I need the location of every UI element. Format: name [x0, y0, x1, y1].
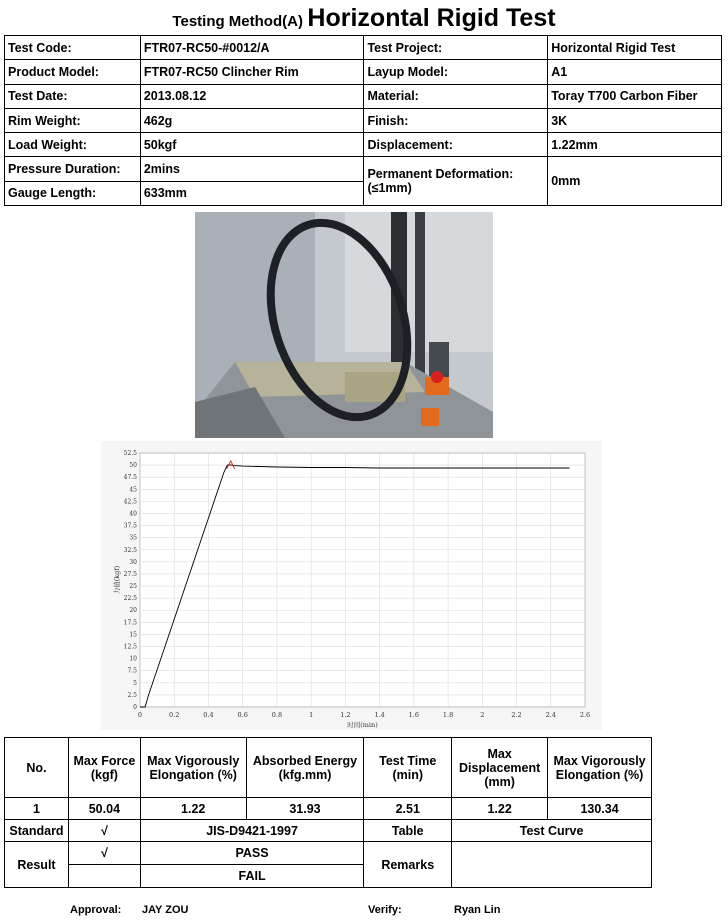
header-test-time: Test Time (min): [364, 738, 452, 798]
info-value: FTR07-RC50-#0012/A: [140, 36, 364, 60]
test-rig-photo: [195, 212, 493, 438]
info-value: 0mm: [548, 157, 722, 206]
x-tick-label: 1.4: [374, 711, 385, 719]
y-tick-label: 45: [129, 486, 137, 494]
y-tick-label: 5: [133, 679, 137, 687]
y-tick-label: 12.5: [123, 643, 137, 651]
y-axis-label: 力值(kgf): [113, 565, 121, 595]
y-tick-label: 50: [129, 462, 137, 470]
header-max-displacement: Max Displacement (mm): [452, 738, 548, 798]
signature-footer: [0, 904, 728, 918]
plot-area: [140, 453, 585, 707]
cell-test-time: 2.51: [364, 798, 452, 820]
info-label: Test Project:: [364, 36, 548, 60]
test-info-table: [4, 35, 722, 206]
cell-absorbed-energy: 31.93: [246, 798, 364, 820]
cell-max-elongation-2: 130.34: [548, 798, 652, 820]
cell-no: 1: [5, 798, 69, 820]
table-value: Test Curve: [452, 820, 652, 842]
info-row: [5, 133, 722, 157]
standard-label: Standard: [5, 820, 69, 842]
cell-max-force: 50.04: [68, 798, 140, 820]
info-value: Horizontal Rigid Test: [548, 36, 722, 60]
remarks-value: [452, 842, 652, 888]
info-row: [5, 60, 722, 84]
info-value: A1: [548, 60, 722, 84]
x-tick-label: 0.8: [271, 711, 283, 719]
x-tick-label: 1.6: [408, 711, 420, 719]
results-table: [4, 737, 652, 888]
y-tick-label: 47.5: [123, 474, 137, 482]
info-value: 462g: [140, 108, 364, 132]
x-tick-label: 0.2: [169, 711, 180, 719]
cell-max-displacement: 1.22: [452, 798, 548, 820]
header-max-elongation-2: Max Vigorously Elongation (%): [548, 738, 652, 798]
x-tick-label: 0: [137, 711, 143, 719]
y-tick-label: 30: [129, 558, 137, 566]
y-tick-label: 27.5: [123, 570, 137, 578]
info-label: Pressure Duration:: [5, 157, 141, 181]
perm-label-line2: (≤1mm): [367, 181, 412, 196]
info-label: Layup Model:: [364, 60, 548, 84]
info-row: [5, 84, 722, 108]
info-row: [5, 36, 722, 60]
results-data-row: [5, 798, 652, 820]
pass-label: PASS: [140, 842, 364, 865]
result-row-pass: [5, 842, 652, 865]
test-method-label: Testing Method(A): [172, 13, 303, 30]
y-tick-label: 37.5: [123, 522, 137, 530]
test-curve-chart: [101, 441, 602, 730]
header-max-force: Max Force (kgf): [68, 738, 140, 798]
info-label: Rim Weight:: [5, 108, 141, 132]
y-tick-label: 35: [129, 534, 137, 542]
info-value: 3K: [548, 108, 722, 132]
x-tick-label: 0.6: [237, 711, 248, 719]
y-tick-label: 32.5: [123, 546, 137, 554]
info-label-permanent-deformation: [364, 157, 548, 206]
info-value: 633mm: [140, 181, 364, 205]
y-tick-label: 52.5: [123, 450, 137, 457]
header-max-elongation: Max Vigorously Elongation (%): [140, 738, 246, 798]
x-tick-label: 1: [309, 711, 314, 719]
x-tick-label: 0.4: [203, 711, 214, 719]
y-tick-label: 7.5: [127, 667, 137, 675]
y-tick-label: 10: [129, 655, 137, 663]
x-axis-label: 时间(min): [347, 721, 378, 729]
header-absorbed-energy: Absorbed Energy (kfg.mm): [246, 738, 364, 798]
x-tick-label: 2.2: [511, 711, 522, 719]
header-no: No.: [5, 738, 69, 798]
verify-name: Ryan Lin: [454, 904, 501, 916]
y-tick-label: 0: [133, 704, 137, 711]
x-tick-label: 1.8: [442, 711, 454, 719]
y-tick-label: 22.5: [123, 595, 137, 603]
approval-label: Approval:: [70, 904, 122, 916]
info-value: 2013.08.12: [140, 84, 364, 108]
perm-label-line1: Permanent Deformation:: [367, 167, 514, 182]
info-value: 2mins: [140, 157, 364, 181]
table-label: Table: [364, 820, 452, 842]
approval-name: JAY ZOU: [142, 904, 189, 916]
info-label: Material:: [364, 84, 548, 108]
info-value: 50kgf: [140, 133, 364, 157]
y-tick-label: 40: [129, 510, 137, 518]
info-label: Test Date:: [5, 84, 141, 108]
info-label: Load Weight:: [5, 133, 141, 157]
test-rig-photo-illustration: [195, 212, 493, 438]
standard-row: [5, 820, 652, 842]
x-tick-label: 2.4: [545, 711, 556, 719]
info-row: [5, 108, 722, 132]
fail-label: FAIL: [140, 865, 364, 888]
info-label: Test Code:: [5, 36, 141, 60]
y-tick-label: 17.5: [123, 619, 137, 627]
result-label: Result: [5, 842, 69, 888]
y-tick-label: 25: [129, 583, 137, 591]
standard-value: JIS-D9421-1997: [140, 820, 364, 842]
fail-check-cell: [68, 865, 140, 888]
standard-check-mark: √: [68, 820, 140, 842]
x-tick-label: 2.6: [579, 711, 591, 719]
cell-max-elongation: 1.22: [140, 798, 246, 820]
report-title: [0, 4, 728, 33]
results-header-row: [5, 738, 652, 798]
info-label: Finish:: [364, 108, 548, 132]
remarks-label: Remarks: [364, 842, 452, 888]
info-value: Toray T700 Carbon Fiber: [548, 84, 722, 108]
test-name-heading: Horizontal Rigid Test: [307, 4, 556, 32]
y-tick-label: 2.5: [127, 691, 137, 699]
info-label: Gauge Length:: [5, 181, 141, 205]
y-tick-label: 20: [129, 607, 137, 615]
x-tick-label: 1.2: [340, 711, 351, 719]
test-curve-svg: [101, 441, 602, 730]
pass-check-mark: √: [68, 842, 140, 865]
y-tick-label: 42.5: [123, 498, 137, 506]
y-tick-label: 15: [129, 631, 137, 639]
info-value: FTR07-RC50 Clincher Rim: [140, 60, 364, 84]
info-value: 1.22mm: [548, 133, 722, 157]
verify-label: Verify:: [368, 904, 402, 916]
x-tick-label: 2: [480, 711, 485, 719]
info-row: [5, 157, 722, 181]
info-label: Displacement:: [364, 133, 548, 157]
info-label: Product Model:: [5, 60, 141, 84]
